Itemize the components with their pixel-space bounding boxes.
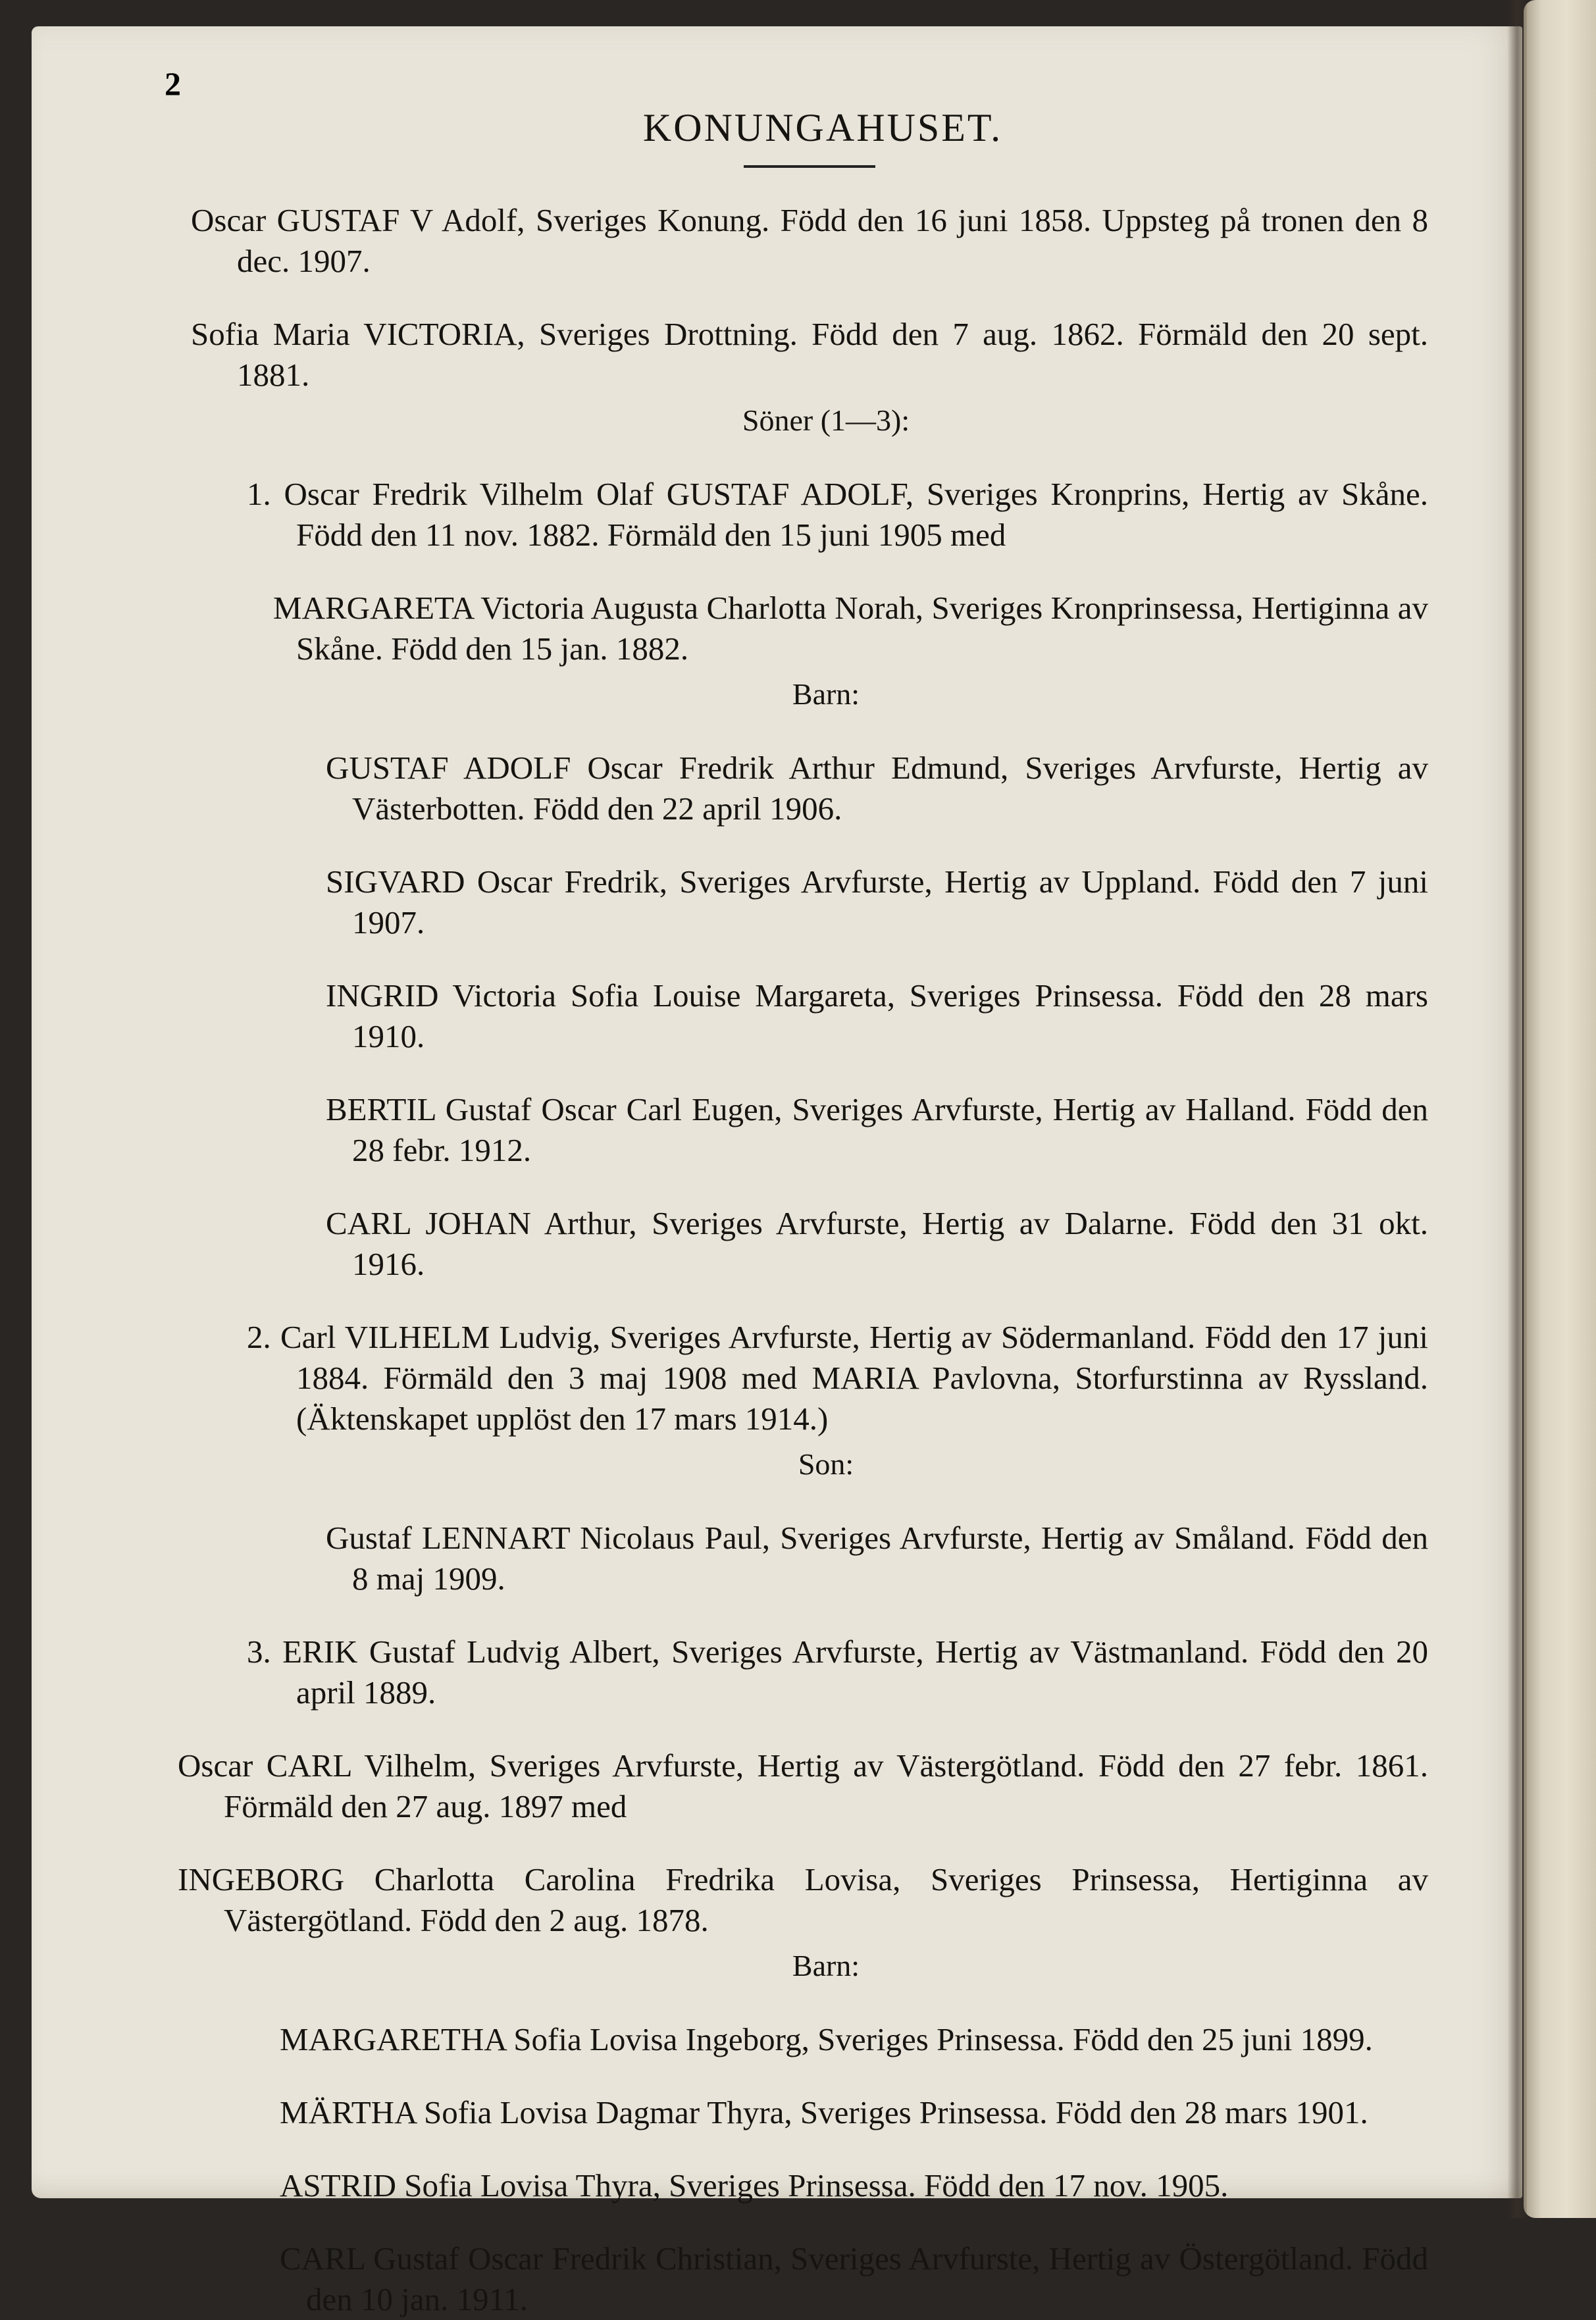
child-entry: BERTIL Gustaf Oscar Carl Eugen, Sveriges Arvfurste, Hertig av Halland. Född den 28 febr. 1912. [326, 1091, 1428, 1168]
child-entry: GUSTAF ADOLF Oscar Fredrik Arthur Edmund, Sveriges Arvfurste, Hertig av Västerbotten. Född den 22 april 1906. [326, 750, 1428, 827]
title-rule [744, 165, 875, 168]
son-entry-3: 3. ERIK Gustaf Ludvig Albert, Sveriges Arvfurste, Hertig av Västmanland. Född den 20 april 1889. [247, 1634, 1428, 1711]
child-entry: CARL JOHAN Arthur, Sveriges Arvfurste, Hertig av Dalarne. Född den 31 okt. 1916. [326, 1205, 1428, 1282]
princess-ingeborg-entry: INGEBORG Charlotta Carolina Fredrika Lovisa, Sveriges Prinsessa, Hertiginna av Västergötland. Född den 2 aug. 1878. [178, 1861, 1428, 1938]
king-entry: Oscar GUSTAF V Adolf, Sveriges Konung. Född den 16 juni 1858. Uppsteg på tronen den 8 dec. 1907. [191, 202, 1428, 279]
child-entry: INGRID Victoria Sofia Louise Margareta, Sveriges Prinsessa. Född den 28 mars 1910. [326, 977, 1428, 1054]
children-heading: Barn: [792, 677, 860, 711]
son-entry-2: 2. Carl VILHELM Ludvig, Sveriges Arvfurste, Hertig av Södermanland. Född den 17 juni 1884. Förmäld den 3 maj 1908 med MARIA Pavlovna, Storfurstinna av Ryssland. (Äktenskapet upplöst den 17 mars 1914.) [247, 1319, 1428, 1437]
child-entry: MÄRTHA Sofia Lovisa Dagmar Thyra, Sveriges Prinsessa. Född den 28 mars 1901. [280, 2094, 1368, 2130]
child-entry: SIGVARD Oscar Fredrik, Sveriges Arvfurste, Hertig av Uppland. Född den 7 juni 1907. [326, 864, 1428, 941]
child-entry: CARL Gustaf Oscar Fredrik Christian, Sveriges Arvfurste, Hertig av Östergötland. Född den 10 jan. 1911. [280, 2240, 1428, 2317]
child-entry: ASTRID Sofia Lovisa Thyra, Sveriges Prinsessa. Född den 17 nov. 1905. [280, 2167, 1229, 2204]
son-entry-1: 1. Oscar Fredrik Vilhelm Olaf GUSTAF ADOLF, Sveriges Kronprins, Hertig av Skåne. Född den 11 nov. 1882. Förmäld den 15 juni 1905 med [247, 476, 1428, 553]
son-wife-entry: MARGARETA Victoria Augusta Charlotta Norah, Sveriges Kronprinsessa, Hertiginna av Skåne. Född den 15 jan. 1882. [273, 590, 1428, 667]
child-entry: MARGARETHA Sofia Lovisa Ingeborg, Sveriges Prinsessa. Född den 25 juni 1899. [280, 2021, 1373, 2057]
book-gutter [1507, 0, 1527, 2218]
page-title: KONUNGAHUSET. [642, 106, 1003, 149]
sons-heading: Söner (1—3): [742, 403, 910, 437]
grandson-entry: Gustaf LENNART Nicolaus Paul, Sveriges Arvfurste, Hertig av Småland. Född den 8 maj 1909. [326, 1520, 1428, 1597]
children-heading: Barn: [792, 1949, 860, 1982]
queen-entry: Sofia Maria VICTORIA, Sveriges Drottning. Född den 7 aug. 1862. Förmäld den 20 sept. 1881. [191, 316, 1428, 393]
son-heading: Son: [798, 1447, 854, 1481]
page-content [178, 53, 1428, 2320]
prince-carl-entry: Oscar CARL Vilhelm, Sveriges Arvfurste, Hertig av Västergötland. Född den 27 febr. 1861. Förmäld den 27 aug. 1897 med [178, 1747, 1428, 1824]
facing-page-edge [1524, 0, 1596, 2218]
page-number: 2 [165, 65, 181, 102]
